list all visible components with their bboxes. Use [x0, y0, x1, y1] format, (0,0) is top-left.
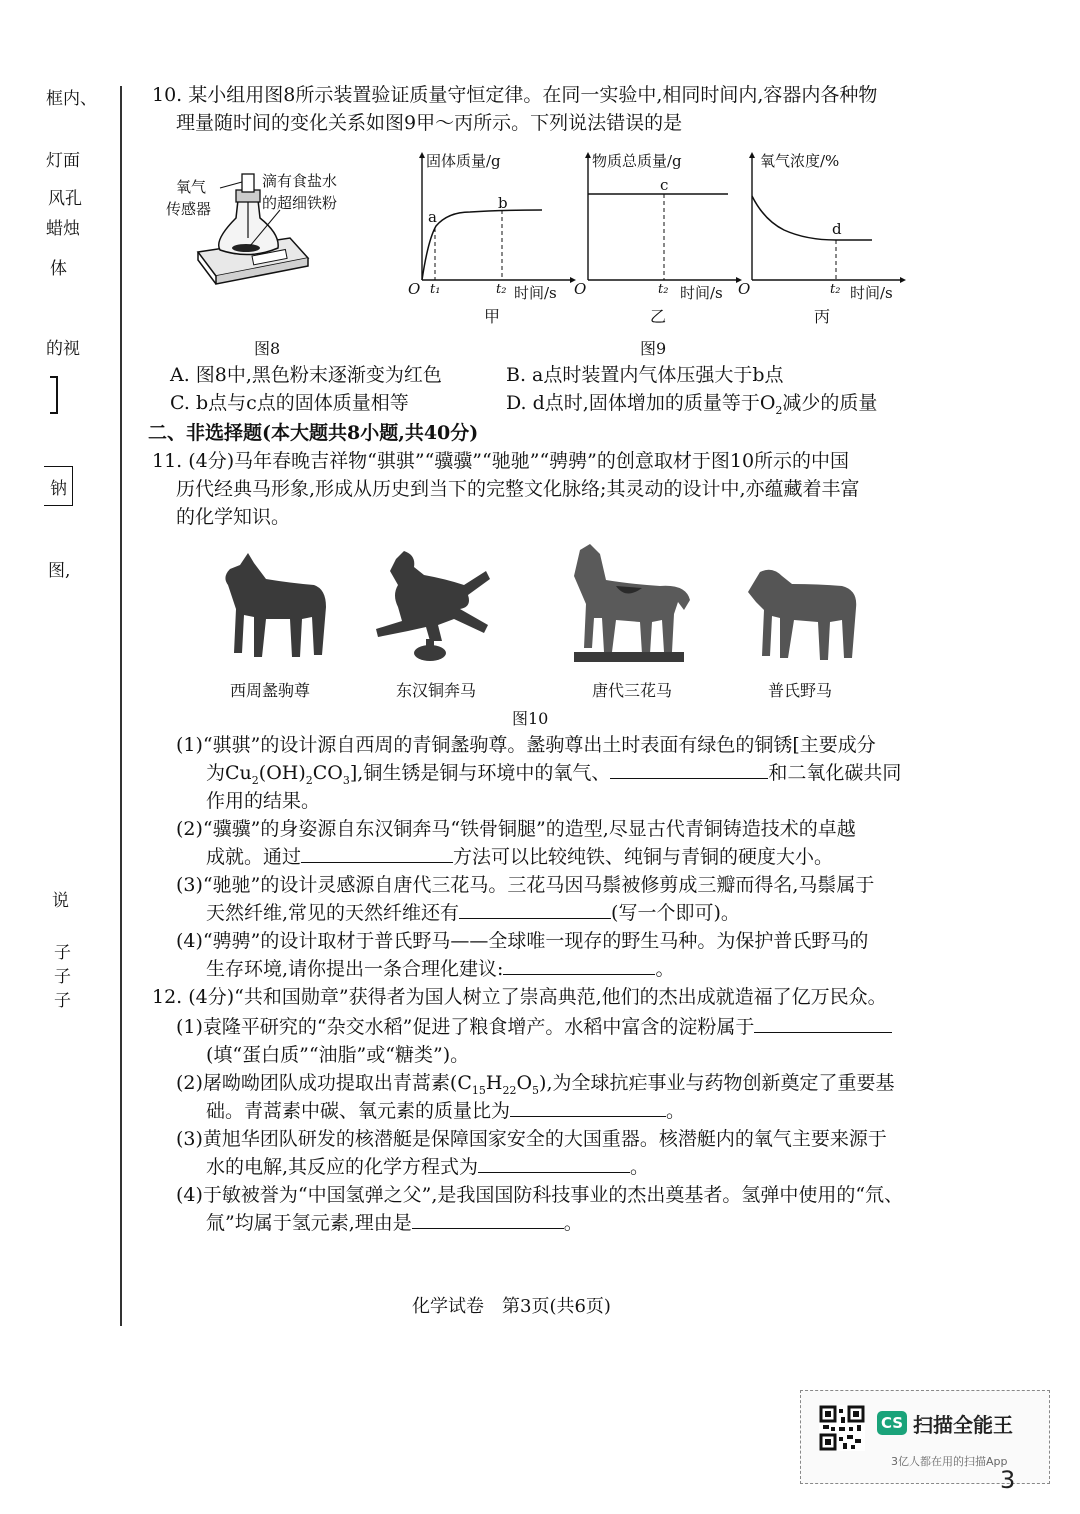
camscanner-logo-badge: CS — [877, 1411, 907, 1435]
column-rule — [120, 86, 122, 1326]
horse-caption: 唐代三花马 — [592, 681, 673, 700]
fig9-caption: 图9 — [640, 339, 667, 358]
margin-fragment: 灯面 — [46, 151, 80, 171]
fig9-chart-yi — [566, 150, 746, 300]
q12-stem-line-1: 12. (4分)“共和国勋章”获得者为国人树立了崇高典范,他们的杰出成就造福了亿万民众。 — [152, 986, 887, 1008]
fig8-caption: 图8 — [254, 339, 281, 358]
fig9-jia-point-a: a — [428, 208, 437, 226]
brand-tagline: 3亿人都在用的扫描App — [891, 1455, 1008, 1468]
fig9-bing-tick: t₂ — [830, 282, 841, 297]
margin-fragment: 子 — [54, 943, 71, 963]
fig9-bing-point-d: d — [832, 220, 842, 238]
horse-caption: 西周盠驹尊 — [230, 681, 311, 700]
q11-stem-line-2: 历代经典马形象,形成从历史到当下的完整文化脉络;其灵动的设计中,亦蕴藏着丰富 — [176, 478, 860, 500]
fig9-jia-origin: O — [408, 280, 421, 298]
fig9-yi-xlabel: 时间/s — [680, 284, 723, 302]
q11-part4-line-1: (4)“骋骋”的设计取材于普氏野马——全球唯一现存的野生马种。为保护普氏野马的 — [176, 930, 869, 952]
page-footer: 化学试卷 第3页(共6页) — [412, 1296, 611, 1317]
fig9-jia-name: 甲 — [484, 307, 501, 326]
q11-part1-line-3: 作用的结果。 — [206, 790, 321, 812]
q12-part3-line-1: (3)黄旭华团队研发的核潜艇是保障国家安全的大国重器。核潜艇内的氧气主要来源于 — [176, 1128, 887, 1150]
margin-fragment: 子 — [54, 991, 71, 1011]
q10-option-c: C. b点与c点的固体质量相等 — [170, 392, 409, 414]
page-number: 3 — [1000, 1466, 1016, 1494]
horse-donghan-illustration — [368, 545, 508, 670]
answer-blank[interactable] — [301, 844, 453, 863]
margin-fragment: 蜡烛 — [46, 219, 80, 239]
fig9-bing-origin: O — [738, 280, 751, 298]
q12-part2-line-1: (2)屠呦呦团队成功提取出青蒿素$(C_{15}H_{22}O_5)$,为全球抗疟事业与药物创新奠定了重要基 — [176, 1072, 895, 1097]
q12-part3-line-2: 水的电解,其反应的化学方程式为 。 — [206, 1156, 650, 1178]
fig9-jia-ylabel: 固体质量/g — [426, 152, 501, 170]
margin-fragment: 的视 — [46, 339, 80, 359]
q11-part1-line-1: (1)“骐骐”的设计源自西周的青铜盠驹尊。盠驹尊出土时表面有绿色的铜锈[主要成分 — [176, 734, 876, 756]
margin-fragment: 钠 — [50, 479, 67, 499]
fig9-bing-ylabel: 氧气浓度/% — [760, 152, 840, 170]
horse-caption: 东汉铜奔马 — [396, 681, 477, 700]
q11-part3-line-1: (3)“驰驰”的设计灵感源自唐代三花马。三花马因马鬃被修剪成三瓣而得名,马鬃属于 — [176, 874, 875, 896]
fig9-jia-xlabel: 时间/s — [514, 284, 557, 302]
fig8-label-sensor: 氧气 — [176, 178, 207, 196]
margin-fragment: 图, — [48, 561, 71, 581]
q12-part1-line-1: (1)袁隆平研究的“杂交水稻”促进了粮食增产。水稻中富含的淀粉属于 — [176, 1014, 892, 1040]
margin-fragment: 框内、 — [46, 89, 97, 109]
fig9-jia-tick: t₁ — [430, 282, 441, 297]
answer-blank[interactable] — [610, 760, 768, 779]
fig10-caption: 图10 — [512, 709, 549, 728]
fig9-yi-origin: O — [574, 280, 587, 298]
q10-option-a: A. 图8中,黑色粉末逐渐变为红色 — [170, 364, 442, 386]
qr-code-icon — [819, 1405, 865, 1451]
fig9-yi-tick: t₂ — [658, 282, 669, 297]
fig9-chart-jia — [400, 150, 580, 300]
fig9-jia-tick: t₂ — [496, 282, 507, 297]
margin-fragment: 说 — [52, 891, 69, 911]
q11-part4-line-2: 生存环境,请你提出一条合理化建议: 。 — [206, 958, 675, 980]
fig9-yi-ylabel: 物质总质量/g — [592, 152, 682, 170]
answer-blank[interactable] — [478, 1154, 630, 1173]
horse-xizhou-illustration — [210, 545, 340, 670]
answer-blank[interactable] — [459, 900, 611, 919]
q11-part1-line-2: 为$Cu_2(OH)_2CO_3$],铜生锈是铜与环境中的氧气、 和二氧化碳共同 — [206, 762, 902, 787]
answer-blank[interactable] — [412, 1210, 564, 1229]
margin-fragment: 体 — [50, 259, 67, 279]
brand-name: 扫描全能王 — [913, 1413, 1013, 1437]
fig9-bing-xlabel: 时间/s — [850, 284, 893, 302]
answer-blank[interactable] — [510, 1098, 666, 1117]
q10-option-b: B. a点时装置内气体压强大于b点 — [506, 364, 784, 386]
section-2-title: 二、非选择题(本大题共8小题,共40分) — [148, 422, 479, 444]
fig9-bing-name: 丙 — [814, 307, 831, 326]
q11-stem-line-3: 的化学知识。 — [176, 506, 291, 528]
q12-part4-line-1: (4)于敏被誉为“中国氢弹之父”,是我国国防科技事业的杰出奠基者。氢弹中使用的“氘、 — [176, 1184, 904, 1206]
answer-blank[interactable] — [754, 1014, 892, 1033]
answer-blank[interactable] — [503, 956, 655, 975]
horse-caption: 普氏野马 — [768, 681, 833, 700]
margin-bracket — [50, 376, 58, 414]
q11-part3-line-2: 天然纤维,常见的天然纤维还有 (写一个即可)。 — [206, 902, 740, 924]
horse-przewalski-illustration — [738, 562, 868, 672]
horse-tang-sanhua-illustration — [560, 540, 700, 670]
q12-part2-line-2: 础。青蒿素中碳、氧元素的质量比为 。 — [206, 1100, 686, 1122]
q11-part2-line-1: (2)“骥骥”的身姿源自东汉铜奔马“铁骨铜腿”的造型,尽显古代青铜铸造技术的卓越 — [176, 818, 856, 840]
fig8-label-powder: 的超细铁粉 — [262, 194, 338, 212]
fig9-jia-point-b: b — [498, 194, 508, 212]
margin-fragment: 风孔 — [48, 189, 82, 209]
margin-fragment: 子 — [54, 967, 71, 987]
q11-stem-line-1: 11. (4分)马年春晚吉祥物“骐骐”“骥骥”“驰驰”“骋骋”的创意取材于图10所示的中国 — [152, 450, 850, 472]
q10-option-d: D. d点时,固体增加的质量等于$O_2$减少的质量 — [506, 392, 878, 417]
fig8-label-sensor: 传感器 — [166, 200, 212, 218]
q12-part1-line-2: (填“蛋白质”“油脂”或“糖类”)。 — [206, 1044, 470, 1066]
fig9-yi-point-c: c — [660, 176, 669, 194]
fig9-chart-bing — [730, 150, 910, 300]
fig8-label-powder: 滴有食盐水 — [262, 172, 338, 190]
q10-stem-line-2: 理量随时间的变化关系如图9甲～丙所示。下列说法错误的是 — [176, 112, 683, 134]
q10-stem-line-1: 10. 某小组用图8所示装置验证质量守恒定律。在同一实验中,相同时间内,容器内各种物 — [152, 84, 878, 106]
fig9-yi-name: 乙 — [650, 307, 667, 326]
q11-part2-line-2: 成就。通过 方法可以比较纯铁、纯铜与青铜的硬度大小。 — [206, 846, 834, 868]
q12-part4-line-2: 氚”均属于氢元素,理由是 。 — [206, 1212, 583, 1234]
